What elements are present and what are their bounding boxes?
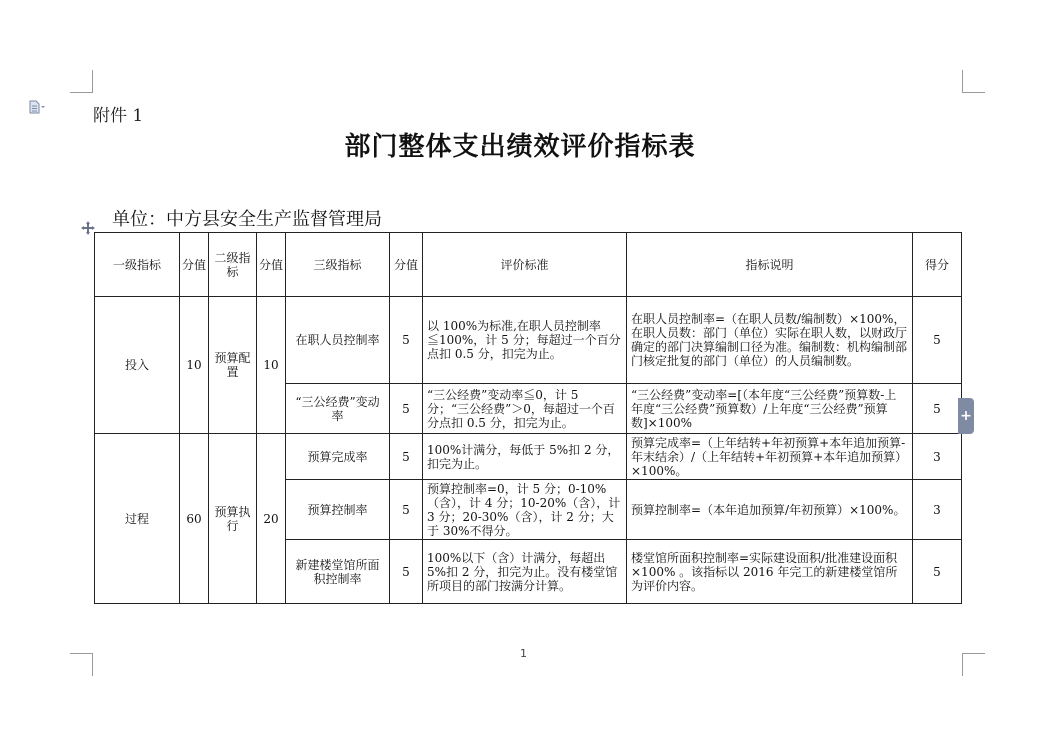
cell-score3: 5 [390, 384, 423, 434]
cell-level3: 在职人员控制率 [286, 297, 390, 384]
header-level1: 一级指标 [95, 233, 180, 297]
crop-mark-top-right [962, 70, 985, 93]
document-title: 部门整体支出绩效评价指标表 [344, 132, 696, 162]
cell-points: 3 [913, 434, 962, 480]
crop-mark-bottom-left [70, 653, 93, 676]
crop-mark-bottom-right [962, 653, 985, 676]
header-score3: 分值 [390, 233, 423, 297]
cell-score2: 20 [257, 434, 286, 604]
cell-criteria: “三公经费”变动率≦0，计 5 分；“三公经费”＞0，每超过一个百分点扣 0.5 分，扣完为止。 [423, 384, 627, 434]
add-row-plus-icon[interactable]: + [958, 398, 974, 434]
cell-criteria: 100%计满分，每低于 5%扣 2 分，扣完为止。 [423, 434, 627, 480]
cell-explanation: 预算控制率=（本年追加预算/年初预算）×100%。 [627, 480, 913, 540]
cell-points: 5 [913, 384, 962, 434]
cell-points: 3 [913, 480, 962, 540]
cell-level2: 预算配置 [209, 297, 257, 434]
cell-level1: 过程 [95, 434, 180, 604]
cell-explanation: 预算完成率=（上年结转+年初预算+本年追加预算-年末结余）/（上年结转+年初预算+本年追加预算）×100%。 [627, 434, 913, 480]
cell-score3: 5 [390, 434, 423, 480]
header-score1: 分值 [180, 233, 209, 297]
header-level3: 三级指标 [286, 233, 390, 297]
crop-mark-top-left [70, 70, 93, 93]
header-explanation: 指标说明 [627, 233, 913, 297]
header-level2: 二级指标 [209, 233, 257, 297]
cell-score1: 60 [180, 434, 209, 604]
cell-level3: 预算完成率 [286, 434, 390, 480]
cell-score2: 10 [257, 297, 286, 434]
attachment-label: 附件 1 [93, 106, 144, 126]
cell-criteria: 100%以下（含）计满分，每超出5%扣 2 分，扣完为止。没有楼堂馆所项目的部门按满分计算。 [423, 540, 627, 604]
header-score2: 分值 [257, 233, 286, 297]
document-menu-icon[interactable] [28, 100, 46, 114]
table-header-row [95, 233, 962, 297]
unit-label: 单位：中方县安全生产监督管理局 [112, 209, 382, 230]
cell-level3: 预算控制率 [286, 480, 390, 540]
cell-score3: 5 [390, 540, 423, 604]
cell-points: 5 [913, 297, 962, 384]
performance-indicator-table [94, 232, 962, 604]
cell-explanation: 楼堂馆所面积控制率=实际建设面积/批准建设面积×100% 。该指标以 2016 年完工的新建楼堂馆所为评价内容。 [627, 540, 913, 604]
cell-criteria: 预算控制率=0，计 5 分；0-10%（含），计 4 分；10-20%（含），计 3 分；20-30%（含），计 2 分；大于 30%不得分。 [423, 480, 627, 540]
cell-score3: 5 [390, 297, 423, 384]
cell-score1: 10 [180, 297, 209, 434]
cell-level1: 投入 [95, 297, 180, 434]
header-points: 得分 [913, 233, 962, 297]
page-number: 1 [520, 647, 527, 660]
header-criteria: 评价标准 [423, 233, 627, 297]
cell-level3: “三公经费”变动率 [286, 384, 390, 434]
cell-level3: 新建楼堂馆所面积控制率 [286, 540, 390, 604]
table-row [95, 297, 962, 384]
table-row [95, 434, 962, 480]
cell-score3: 5 [390, 480, 423, 540]
cell-level2: 预算执行 [209, 434, 257, 604]
cell-points: 5 [913, 540, 962, 604]
cell-explanation: “三公经费”变动率=[（本年度“三公经费”预算数-上年度“三公经费”预算数）/上年度“三公经费”预算数]×100% [627, 384, 913, 434]
cell-criteria: 以 100%为标准,在职人员控制率≦100%，计 5 分；每超过一个百分点扣 0.5 分，扣完为止。 [423, 297, 627, 384]
cell-explanation: 在职人员控制率=（在职人员数/编制数）×100%，在职人员数：部门（单位）实际在职人数，以财政厅确定的部门决算编制口径为准。编制数：机构编制部门核定批复的部门（单位）的人员编制数。 [627, 297, 913, 384]
